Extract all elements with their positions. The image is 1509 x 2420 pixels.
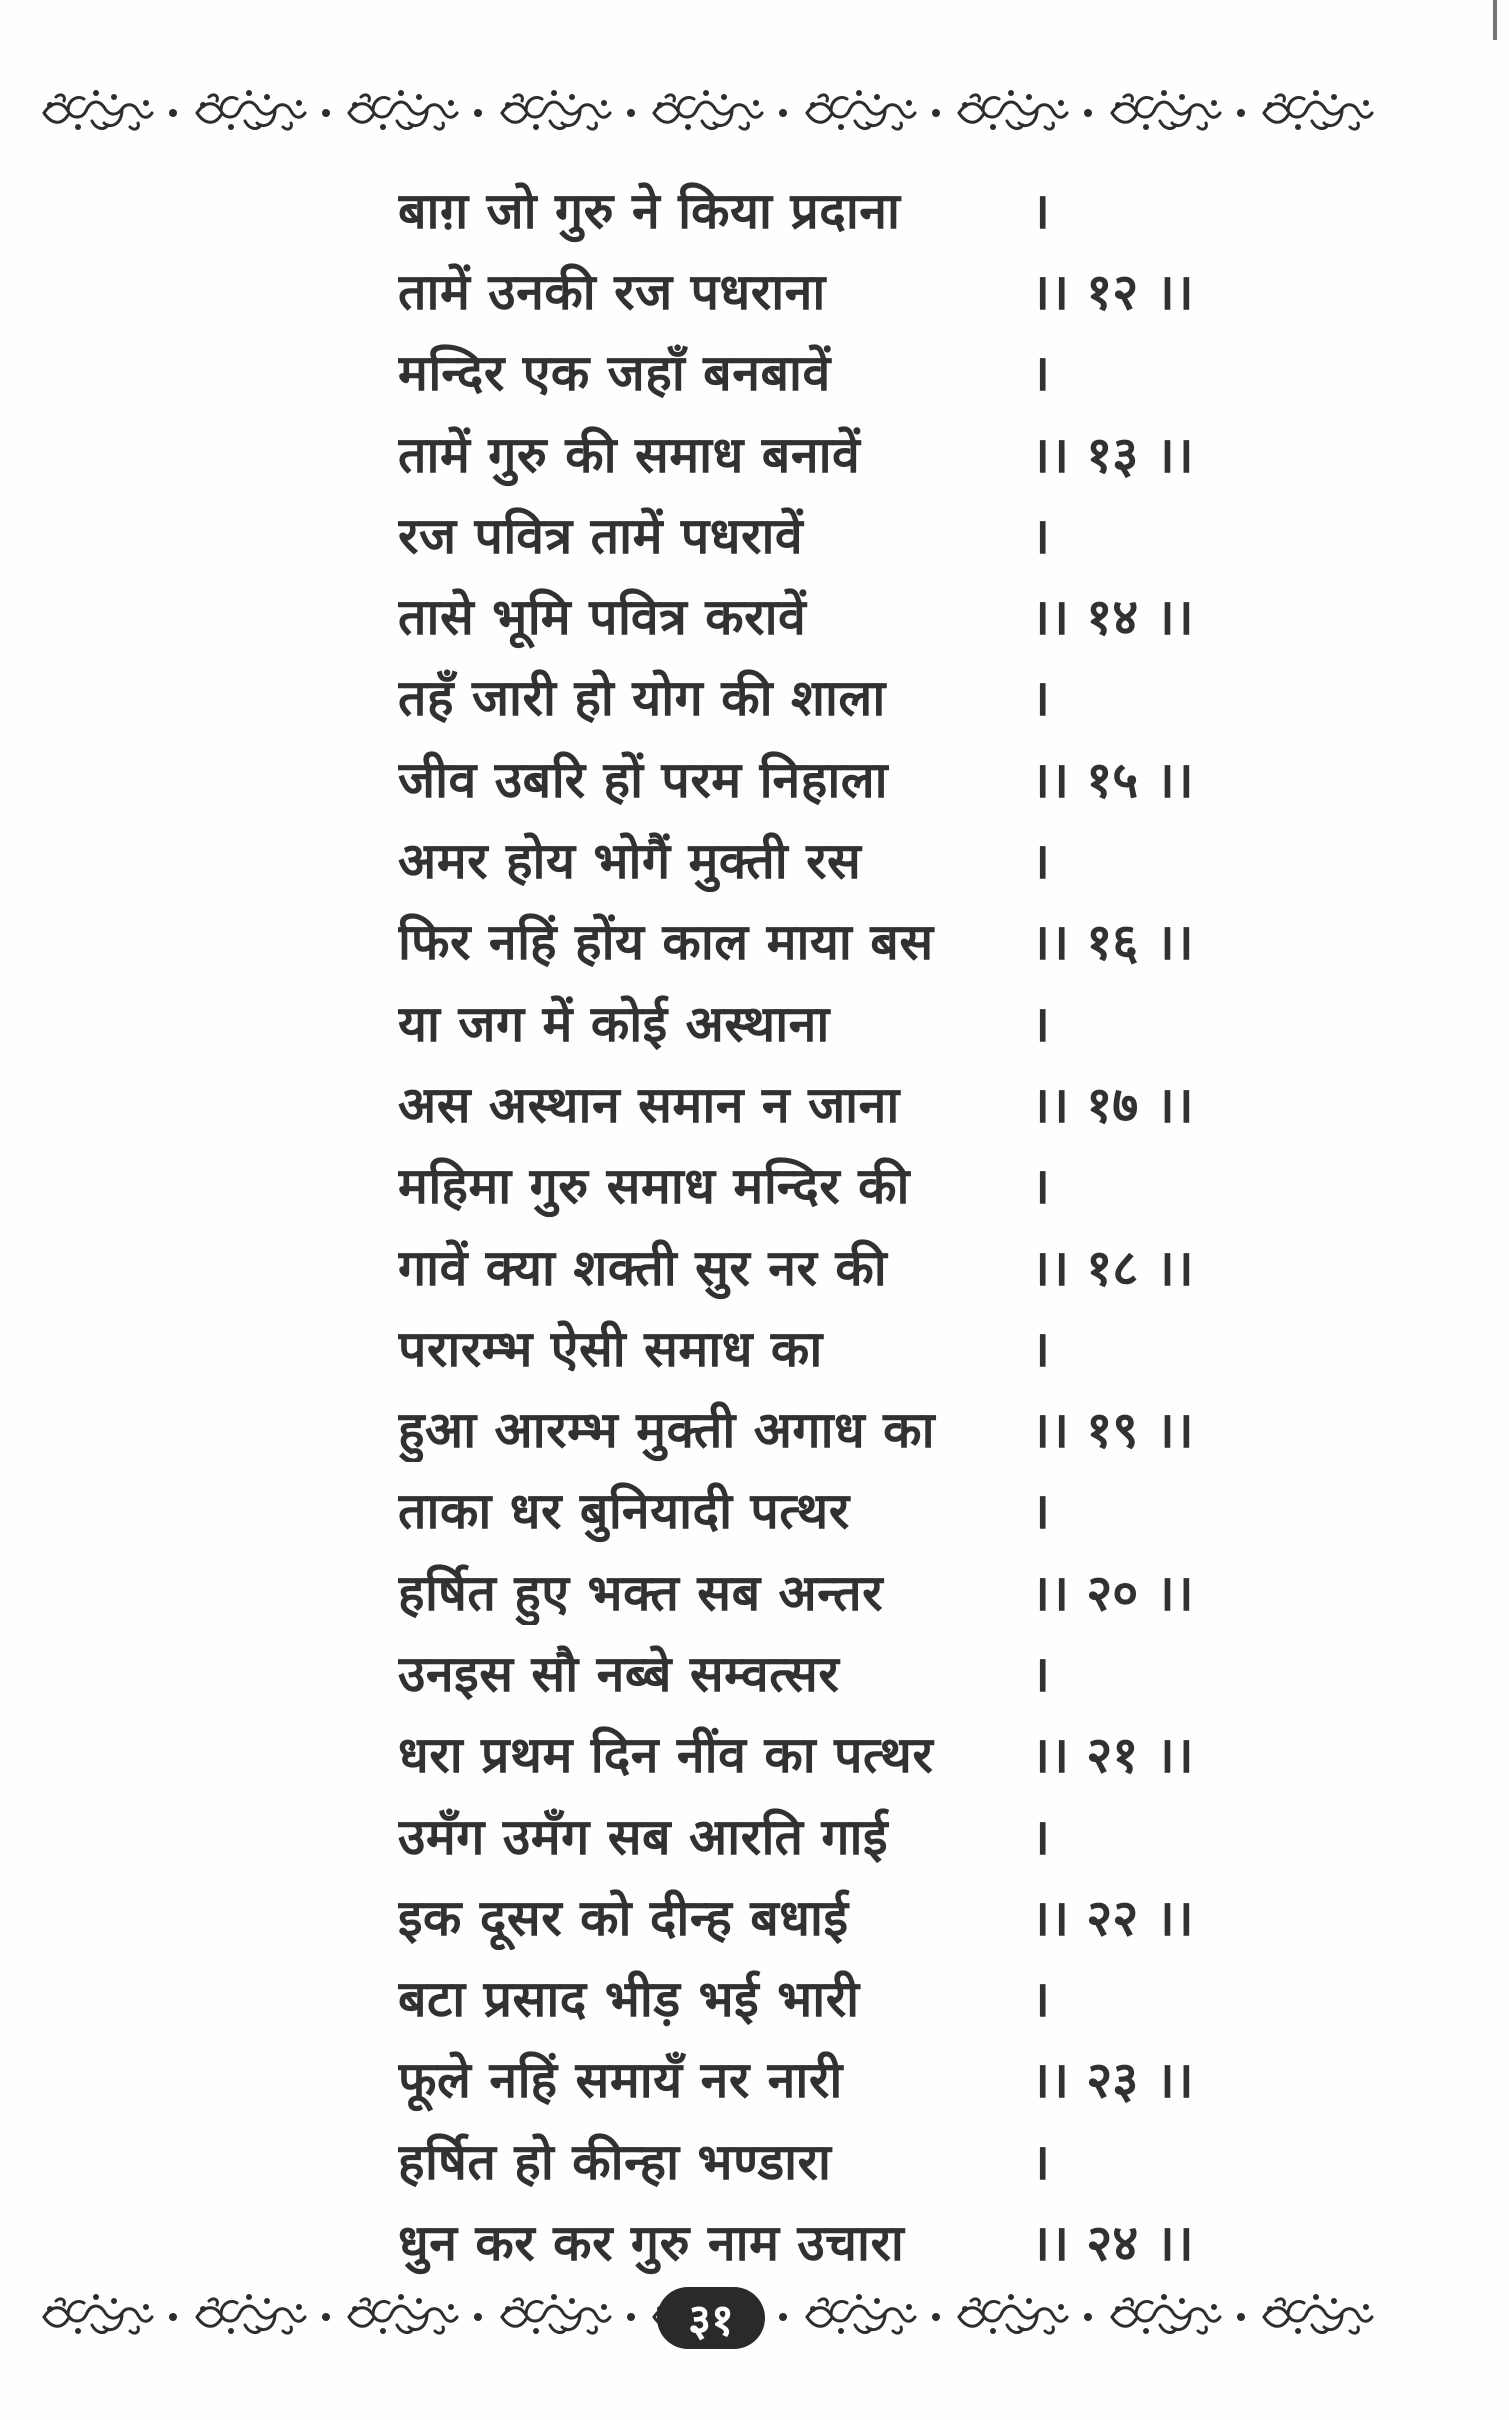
verse-line-mark: ।। २० ।। <box>1031 1563 1194 1622</box>
verse-line-text: अमर होय भोगैं मुक्ती रस <box>398 832 862 891</box>
verse-line-text: या जग में कोई अस्थाना <box>398 994 830 1053</box>
floral-vine-ornament-icon <box>38 2289 156 2345</box>
verse-line-mark: ।। २१ ।। <box>1031 1726 1194 1785</box>
verse-line-text: फूले नहिं समायँ नर नारी <box>398 2051 843 2110</box>
verse-line-mark: । <box>1031 506 1050 565</box>
verse-line-mark: । <box>1031 669 1050 728</box>
ornament-dot <box>322 109 330 117</box>
verse-line-text: फिर नहिं होंय काल माया बस <box>398 913 934 972</box>
floral-vine-ornament-icon <box>343 85 461 141</box>
verse-line-mark: ।। १५ ।। <box>1031 750 1194 809</box>
ornament-dot <box>627 109 635 117</box>
ornament-dot <box>1084 109 1092 117</box>
ornament-segment <box>953 2289 1071 2345</box>
ornament-segment <box>801 2289 919 2345</box>
ornament-dot <box>779 2313 787 2321</box>
floral-vine-ornament-icon <box>1106 2289 1224 2345</box>
ornament-dot <box>322 2313 330 2321</box>
ornament-dot <box>1084 2313 1092 2321</box>
verse-line <box>398 1550 1218 1631</box>
verse-line <box>398 249 1218 330</box>
verse-line <box>398 1957 1218 2038</box>
verse-line <box>398 2119 1218 2200</box>
verse-line-text: ताका धर बुनियादी पत्थर <box>398 1482 850 1541</box>
verse-line-mark: ।। २२ ।। <box>1031 1888 1194 1947</box>
verse-line-text: धरा प्रथम दिन नींव का पत्थर <box>398 1726 934 1785</box>
scan-edge-mark <box>1493 0 1497 40</box>
verse-line <box>398 412 1218 493</box>
verse-line-text: जीव उबरि हों परम निहाला <box>398 750 889 809</box>
floral-vine-ornament-icon <box>648 85 766 141</box>
verse-line-mark: । <box>1031 2132 1050 2191</box>
verse-line-text: तामें उनकी रज पधराना <box>398 262 826 321</box>
verse-line-mark: । <box>1031 832 1050 891</box>
verse-line <box>398 331 1218 412</box>
verse-block <box>398 168 1218 2282</box>
verse-line <box>398 656 1218 737</box>
verse-line-mark: । <box>1031 1970 1050 2029</box>
ornament-dot <box>779 109 787 117</box>
verse-line-text: गावें क्या शक्ती सुर नर की <box>398 1238 888 1297</box>
ornament-segment <box>1106 85 1224 141</box>
verse-line <box>398 1062 1218 1143</box>
ornament-dot <box>627 2313 635 2321</box>
verse-line-mark: ।। २३ ।। <box>1031 2051 1194 2110</box>
verse-line-text: तामें गुरु की समाध बनावें <box>398 425 861 484</box>
floral-vine-ornament-icon <box>1258 2289 1376 2345</box>
ornament-dot <box>169 109 177 117</box>
floral-vine-ornament-icon <box>953 85 1071 141</box>
verse-line-text: बटा प्रसाद भीड़ भई भारी <box>398 1970 860 2029</box>
floral-vine-ornament-icon <box>343 2289 461 2345</box>
verse-line-mark: ।। १७ ।। <box>1031 1075 1194 1134</box>
verse-line-mark: । <box>1031 994 1050 1053</box>
verse-line-mark: । <box>1031 181 1050 240</box>
verse-line-text: तासे भूमि पवित्र करावें <box>398 588 807 647</box>
verse-line <box>398 1875 1218 1956</box>
verse-line <box>398 574 1218 655</box>
verse-line <box>398 1713 1218 1794</box>
ornament-dot <box>932 2313 940 2321</box>
ornament-segment <box>343 2289 461 2345</box>
verse-line <box>398 737 1218 818</box>
ornament-segment <box>343 85 461 141</box>
verse-line-mark: ।। १८ ।। <box>1031 1238 1194 1297</box>
floral-vine-ornament-icon <box>953 2289 1071 2345</box>
verse-line-text: उमँग उमँग सब आरति गाई <box>398 1807 889 1866</box>
verse-line-text: धुन कर कर गुरु नाम उचारा <box>398 2214 905 2273</box>
ornament-segment <box>648 85 766 141</box>
verse-line-mark: । <box>1031 1644 1050 1703</box>
verse-line <box>398 1225 1218 1306</box>
verse-line-mark: ।। २४ ।। <box>1031 2214 1194 2273</box>
floral-vine-ornament-icon <box>801 85 919 141</box>
ornament-dot <box>474 109 482 117</box>
verse-line-mark: ।। १२ ।। <box>1031 262 1194 321</box>
verse-line-mark: ।। १४ ।। <box>1031 588 1194 647</box>
ornament-segment <box>38 2289 156 2345</box>
verse-line-text: परारम्भ ऐसी समाध का <box>398 1319 823 1378</box>
floral-vine-ornament-icon <box>1106 85 1224 141</box>
verse-line <box>398 1631 1218 1712</box>
verse-line-mark: । <box>1031 344 1050 403</box>
verse-line <box>398 981 1218 1062</box>
floral-vine-ornament-icon <box>191 2289 309 2345</box>
verse-line-text: बाग़ जो गुरु ने किया प्रदाना <box>398 181 901 240</box>
ornament-dot <box>1237 109 1245 117</box>
ornament-dot <box>1237 2313 1245 2321</box>
ornament-dot <box>169 2313 177 2321</box>
top-ornament-border <box>38 78 1376 148</box>
verse-line-mark: ।। १६ ।। <box>1031 913 1194 972</box>
verse-line <box>398 1306 1218 1387</box>
ornament-segment <box>1106 2289 1224 2345</box>
verse-line-text: तहँ जारी हो योग की शाला <box>398 669 886 728</box>
verse-line <box>398 2200 1218 2281</box>
verse-line <box>398 1144 1218 1225</box>
ornament-segment <box>496 85 614 141</box>
verse-line-text: महिमा गुरु समाध मन्दिर की <box>398 1157 910 1216</box>
ornament-segment <box>801 85 919 141</box>
floral-vine-ornament-icon <box>38 85 156 141</box>
floral-vine-ornament-icon <box>801 2289 919 2345</box>
verse-line-text: उनइस सौ नब्बे सम्वत्सर <box>398 1644 840 1703</box>
verse-line-text: रज पवित्र तामें पधरावें <box>398 506 804 565</box>
verse-line <box>398 900 1218 981</box>
floral-vine-ornament-icon <box>1258 85 1376 141</box>
verse-line-text: हर्षित हुए भक्त सब अन्तर <box>398 1563 884 1622</box>
ornament-segment <box>38 85 156 141</box>
verse-line-text: मन्दिर एक जहाँ बनबावें <box>398 344 831 403</box>
ornament-dot <box>474 2313 482 2321</box>
ornament-segment <box>496 2289 614 2345</box>
verse-line-mark: । <box>1031 1157 1050 1216</box>
page-number: ३१ <box>657 2287 765 2349</box>
verse-line <box>398 1387 1218 1468</box>
verse-line <box>398 1469 1218 1550</box>
verse-line-mark: । <box>1031 1482 1050 1541</box>
verse-line-mark: ।। १९ ।। <box>1031 1401 1194 1460</box>
verse-line <box>398 2038 1218 2119</box>
verse-line-text: हुआ आरम्भ मुक्ती अगाध का <box>398 1401 936 1460</box>
floral-vine-ornament-icon <box>496 85 614 141</box>
verse-line-text: इक दूसर को दीन्ह बधाई <box>398 1888 849 1947</box>
verse-line-mark: ।। १३ ।। <box>1031 425 1194 484</box>
ornament-dot <box>932 109 940 117</box>
ornament-segment <box>191 2289 309 2345</box>
ornament-segment <box>1258 85 1376 141</box>
verse-line <box>398 493 1218 574</box>
ornament-segment <box>953 85 1071 141</box>
verse-line <box>398 818 1218 899</box>
ornament-segment <box>191 85 309 141</box>
verse-line-text: अस अस्थान समान न जाना <box>398 1075 900 1134</box>
floral-vine-ornament-icon <box>496 2289 614 2345</box>
ornament-segment <box>1258 2289 1376 2345</box>
verse-line <box>398 1794 1218 1875</box>
verse-line-text: हर्षित हो कीन्हा भण्डारा <box>398 2132 832 2191</box>
floral-vine-ornament-icon <box>191 85 309 141</box>
verse-line <box>398 168 1218 249</box>
verse-line-mark: । <box>1031 1319 1050 1378</box>
verse-line-mark: । <box>1031 1807 1050 1866</box>
